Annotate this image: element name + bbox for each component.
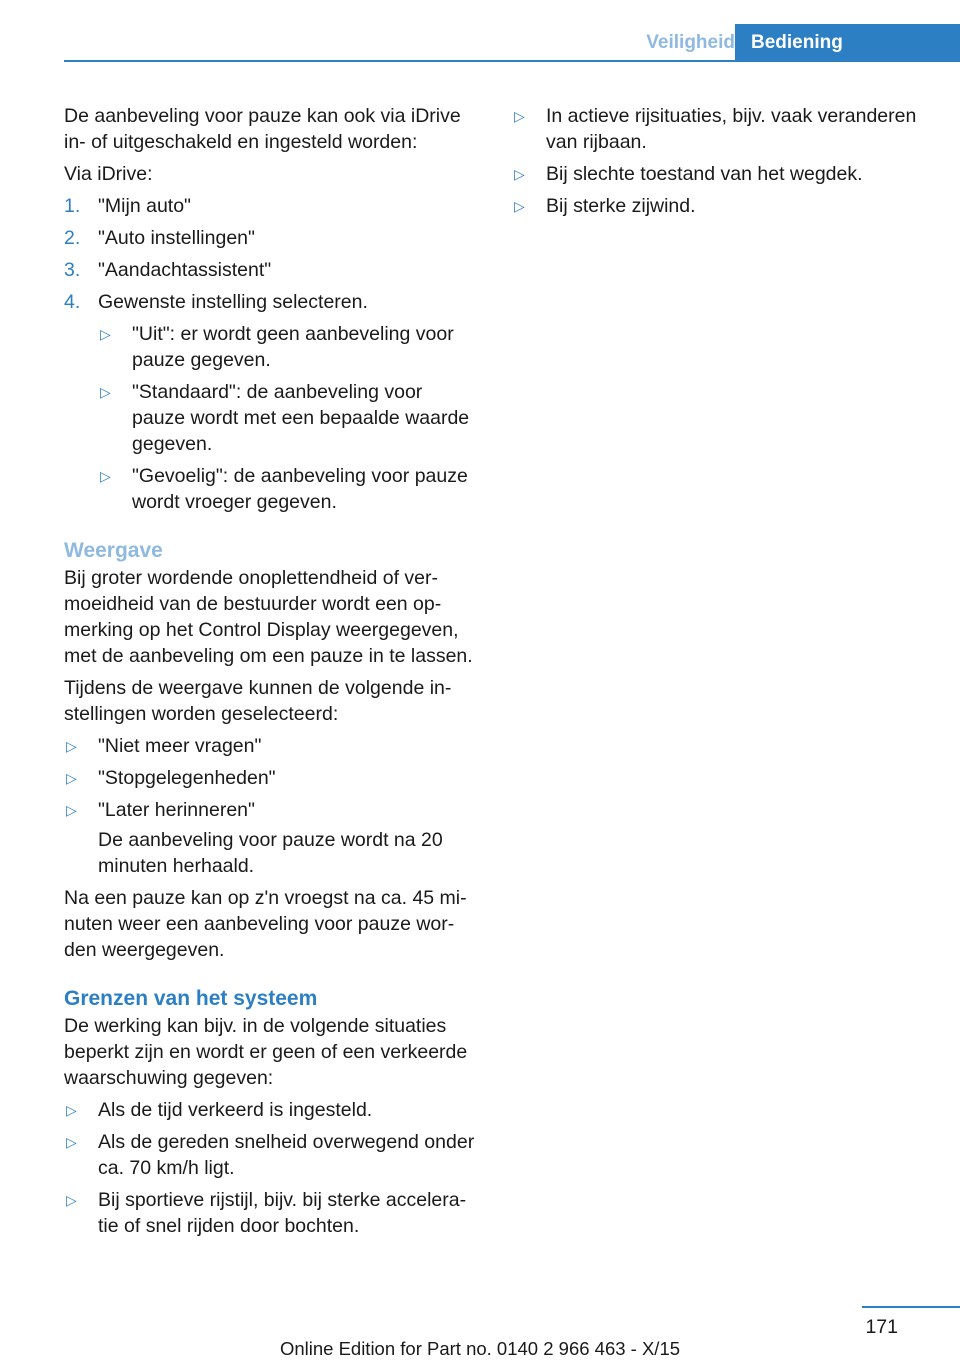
triangle-bullet-icon: ▷ [514,198,525,214]
via-idrive-label: Via iDrive: [64,163,153,185]
step-text: "Mijn auto" [98,195,191,217]
triangle-bullet-icon: ▷ [66,802,77,818]
list-item [98,379,479,457]
list-item [98,463,479,515]
list-item [512,103,924,155]
list-item [64,1097,479,1123]
list-item [98,321,479,373]
triangle-bullet-icon: ▷ [66,1102,77,1118]
setting-options-list [98,321,479,515]
footer-edition-note: Online Edition for Part no. 0140 2 966 463 - X/15 [279,1338,681,1359]
triangle-bullet-icon: ▷ [66,1192,77,1208]
grenzen-list-continued [512,103,924,219]
step-number: 4. [64,291,81,313]
list-item-text: "Niet meer vragen" [98,735,262,757]
step-text: "Aandachtassistent" [98,259,272,281]
section-heading-weergave: Weergave [64,539,163,562]
grenzen-paragraph: De werking kan bijv. in de volgende situaties beperkt zijn en wordt er geen of een verkeerde waarschuwing gegeven: [64,1015,468,1089]
triangle-bullet-icon: ▷ [514,166,525,182]
list-item-text: "Standaard": de aanbeveling voor pauze wordt met een bepaalde waarde gegeven. [132,381,470,455]
weergave-options-list [64,733,479,879]
step-text: "Auto instellingen" [98,227,255,249]
step-item [64,257,479,283]
list-item [64,733,479,759]
list-item-text: Als de gereden snelheid overwegend onder ca. 70 km/h ligt. [98,1131,475,1179]
header-rule [64,60,960,62]
page-number: 171 [865,1316,898,1338]
list-item [512,161,924,187]
triangle-bullet-icon: ▷ [514,108,525,124]
step-item [64,193,479,219]
step-number: 3. [64,259,81,281]
list-item-text: "Stopgelegenheden" [98,767,276,789]
triangle-bullet-icon: ▷ [66,738,77,754]
list-item-text: Bij slechte toestand van het wegdek. [546,163,863,185]
header-chapter-tab[interactable]: Bediening [735,24,960,62]
section-heading-grenzen: Grenzen van het systeem [64,987,318,1010]
list-item [512,193,924,219]
triangle-bullet-icon: ▷ [100,326,111,342]
triangle-bullet-icon: ▷ [100,468,111,484]
right-column [512,103,924,225]
weergave-options-intro: Tijdens de weergave kunnen de volgende instellingen worden geselecteerd: [64,677,452,725]
triangle-bullet-icon: ▷ [100,384,111,400]
idrive-steps-list [64,193,479,515]
triangle-bullet-icon: ▷ [66,770,77,786]
step-text: Gewenste instelling selecteren. [98,291,368,313]
footer-rule [862,1306,960,1308]
list-item-text: Bij sportieve rijstijl, bijv. bij sterke acceleratie of snel rijden door bochten. [98,1189,467,1237]
list-item-text: Als de tijd verkeerd is ingesteld. [98,1099,373,1121]
later-note: De aanbeveling voor pauze wordt na 20 minuten herhaald. [98,829,443,877]
intro-paragraph: De aanbeveling voor pauze kan ook via iDrive in- of uitgeschakeld en ingesteld worden: [64,105,461,153]
list-item [64,1187,479,1239]
list-item-text: Bij sterke zijwind. [546,195,696,217]
list-item [64,797,479,879]
pause-repeat-paragraph: Na een pauze kan op z'n vroegst na ca. 45 minuten weer een aanbeveling voor pauze worden weergegeven. [64,887,467,961]
list-item-text: "Gevoelig": de aanbeveling voor pauze wordt vroeger gegeven. [132,465,468,513]
step-item [64,289,479,515]
step-item [64,225,479,251]
triangle-bullet-icon: ▷ [66,1134,77,1150]
list-item-text: "Later herinneren" [98,799,255,821]
weergave-paragraph: Bij groter wordende onoplettendheid of vermoeidheid van de bestuurder wordt een opmerking op het Control Display weergegeven, met de aanbeveling om een pauze in te lassen. [64,567,473,667]
step-number: 1. [64,195,81,217]
list-item [64,765,479,791]
header-section-tab[interactable]: Veiligheid [646,32,735,53]
list-item-text: In actieve rijsituaties, bijv. vaak veranderen van rijbaan. [546,105,917,153]
list-item-text: "Uit": er wordt geen aanbeveling voor pauze gegeven. [132,323,454,371]
grenzen-list [64,1097,479,1239]
step-number: 2. [64,227,81,249]
left-column [64,103,479,1245]
list-item [64,1129,479,1181]
